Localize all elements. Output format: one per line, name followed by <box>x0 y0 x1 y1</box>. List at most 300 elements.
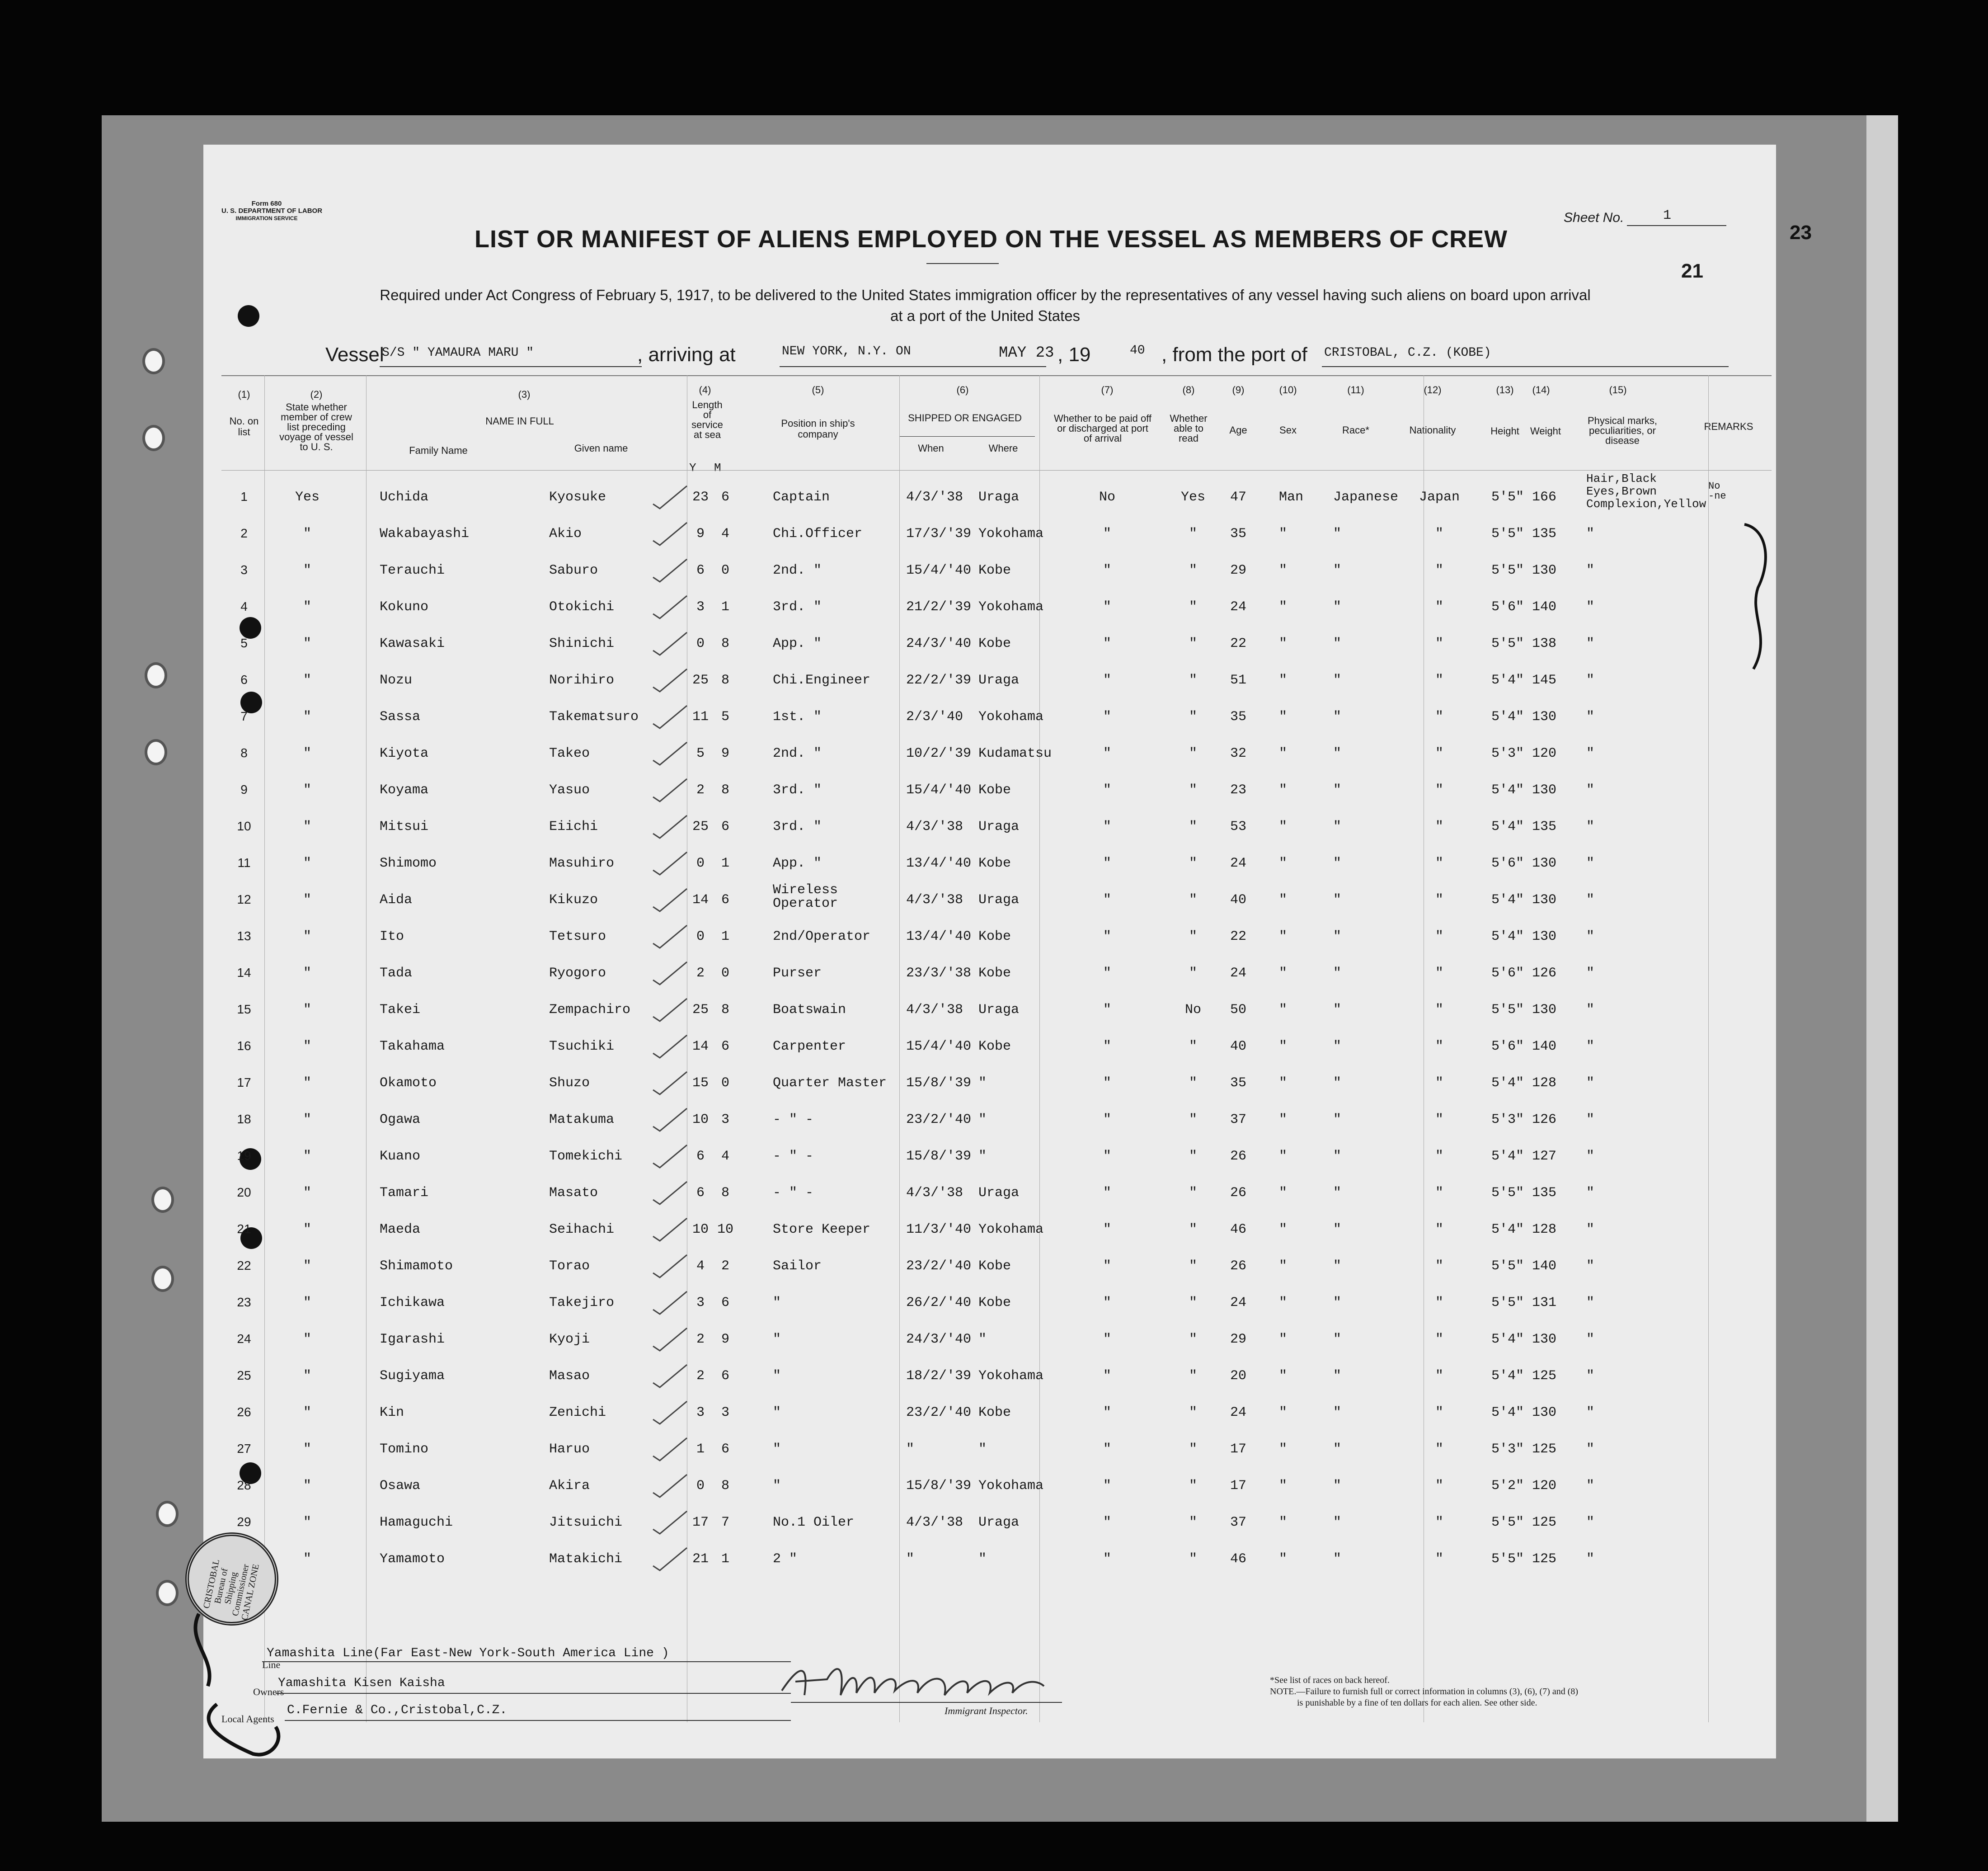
cell-shipped-where: Yokohama <box>978 1222 1044 1237</box>
cell-physical-marks: " <box>1586 746 1595 761</box>
cell-service-months: 1 <box>721 929 729 944</box>
cell-able-to-read: " <box>1189 856 1197 871</box>
cell-age: 37 <box>1230 1515 1246 1530</box>
col-num-4: (4) <box>699 384 711 396</box>
cell-shipped-where: Kobe <box>978 1258 1011 1274</box>
cell-service-months: 8 <box>721 636 729 651</box>
cell-age: 46 <box>1230 1222 1246 1237</box>
cell-service-years: 9 <box>696 526 705 542</box>
cell-position: 3rd. " <box>773 782 822 798</box>
header-name-in-full: NAME IN FULL <box>485 415 554 427</box>
agents-label: Local Agents <box>221 1713 274 1725</box>
cell-previous-voyage: " <box>303 563 311 578</box>
crew-row <box>203 1543 1776 1579</box>
cell-position: Captain <box>773 490 830 505</box>
col-num-15: (15) <box>1609 384 1627 396</box>
cell-shipped-when: 17/3/'39 <box>906 526 972 542</box>
check-mark-icon <box>651 1546 691 1573</box>
cell-given-name: Kyosuke <box>549 490 606 505</box>
binder-hole <box>156 1501 179 1527</box>
arriving-label: , arriving at <box>637 344 736 366</box>
cell-row-number: 2 <box>240 526 248 540</box>
cell-row-number: 24 <box>237 1332 251 1346</box>
crew-row <box>203 1507 1776 1543</box>
cell-shipped-when: 15/4/'40 <box>906 782 972 798</box>
cell-age: 32 <box>1230 746 1246 761</box>
cell-shipped-when: 10/2/'39 <box>906 746 972 761</box>
cell-physical-marks: " <box>1586 1002 1595 1018</box>
cell-given-name: Takeo <box>549 746 590 761</box>
cell-service-years: 14 <box>692 892 709 908</box>
cell-able-to-read: " <box>1189 709 1197 725</box>
cell-weight: 135 <box>1532 819 1557 834</box>
cell-physical-marks: " <box>1586 526 1595 542</box>
cell-weight: 140 <box>1532 1258 1557 1274</box>
cell-service-months: 9 <box>721 1332 729 1347</box>
cell-given-name: Masato <box>549 1185 598 1201</box>
cell-shipped-when: 15/8/'39 <box>906 1149 972 1164</box>
col-num-10: (10) <box>1279 384 1297 396</box>
cell-race: " <box>1333 929 1342 944</box>
cell-service-years: 3 <box>696 599 705 615</box>
cell-family-name: Kin <box>380 1405 404 1420</box>
cell-service-years: 3 <box>696 1405 705 1420</box>
cell-weight: 127 <box>1532 1149 1557 1164</box>
cell-sex: " <box>1279 1442 1288 1457</box>
cell-height: 5'5" <box>1491 563 1524 578</box>
cell-paid-off: " <box>1103 673 1111 688</box>
crew-row <box>203 1360 1776 1396</box>
cell-given-name: Matakichi <box>549 1551 623 1567</box>
cell-able-to-read: " <box>1189 599 1197 615</box>
cell-family-name: Okamoto <box>380 1075 437 1091</box>
cell-height: 5'5" <box>1491 1002 1524 1018</box>
cell-service-years: 1 <box>696 1442 705 1457</box>
cell-previous-voyage: " <box>303 526 311 542</box>
cell-row-number: 9 <box>240 782 248 796</box>
cell-row-number: 14 <box>237 966 251 980</box>
cell-weight: 126 <box>1532 966 1557 981</box>
cell-nationality: " <box>1435 1258 1443 1274</box>
cell-position: Wireless Operator <box>773 882 838 911</box>
cell-family-name: Nozu <box>380 673 413 688</box>
cell-age: 17 <box>1230 1442 1246 1457</box>
binder-hole <box>151 1266 174 1292</box>
arrival-underline <box>780 366 1046 367</box>
cell-given-name: Saburo <box>549 563 598 578</box>
cell-nationality: " <box>1435 1002 1443 1018</box>
cell-given-name: Tsuchiki <box>549 1039 615 1054</box>
cell-shipped-when: 23/2/'40 <box>906 1258 972 1274</box>
crew-row <box>203 1250 1776 1287</box>
cell-height: 5'4" <box>1491 1405 1524 1420</box>
cell-shipped-where: Yokohama <box>978 1478 1044 1494</box>
header-shipped: SHIPPED OR ENGAGED <box>908 412 1022 424</box>
cell-physical-marks: " <box>1586 709 1595 725</box>
cell-paid-off: " <box>1103 746 1111 761</box>
cell-family-name: Kokuno <box>380 599 429 615</box>
cell-shipped-where: Uraga <box>978 819 1020 834</box>
cell-able-to-read: Yes <box>1180 490 1205 505</box>
cell-row-number: 26 <box>237 1405 251 1419</box>
cell-race: " <box>1333 1112 1342 1127</box>
header-months: M <box>714 461 721 475</box>
cell-service-years: 25 <box>692 819 709 834</box>
inspector-signature <box>773 1654 1062 1709</box>
cell-paid-off: " <box>1103 1258 1111 1274</box>
cell-physical-marks: " <box>1586 1368 1595 1384</box>
cell-paid-off: " <box>1103 1478 1111 1494</box>
cell-nationality: " <box>1435 1478 1443 1494</box>
cell-weight: 130 <box>1532 929 1557 944</box>
cell-age: 23 <box>1230 782 1246 798</box>
cell-nationality: " <box>1435 1405 1443 1420</box>
check-mark-icon <box>651 996 691 1023</box>
cell-physical-marks: " <box>1586 1112 1595 1127</box>
cell-shipped-where: Uraga <box>978 892 1020 908</box>
cell-service-years: 2 <box>696 782 705 798</box>
cell-weight: 120 <box>1532 746 1557 761</box>
col-num-2: (2) <box>310 389 323 400</box>
cell-given-name: Akio <box>549 526 582 542</box>
check-mark-icon <box>651 1436 691 1463</box>
crew-row <box>203 1141 1776 1177</box>
binder-hole <box>142 425 165 451</box>
cell-height: 5'5" <box>1491 1515 1524 1530</box>
cell-service-months: 1 <box>721 1551 729 1567</box>
cell-sex: " <box>1279 1222 1288 1237</box>
cell-race: " <box>1333 1295 1342 1310</box>
cell-position: " <box>773 1478 781 1494</box>
from-underline <box>1322 366 1729 367</box>
cell-height: 5'5" <box>1491 1185 1524 1201</box>
cell-row-number: 4 <box>240 599 248 613</box>
header-race: Race* <box>1342 424 1369 436</box>
cell-paid-off: " <box>1103 1515 1111 1530</box>
sheet-underline <box>1627 225 1726 226</box>
cell-family-name: Hamaguchi <box>380 1515 453 1530</box>
cell-row-number: 28 <box>237 1478 251 1492</box>
cell-position: Carpenter <box>773 1039 846 1054</box>
crew-row <box>203 957 1776 994</box>
cell-position: - " - <box>773 1185 814 1201</box>
cell-shipped-where: Uraga <box>978 673 1020 688</box>
cell-race: " <box>1333 1075 1342 1091</box>
cell-position: " <box>773 1442 781 1457</box>
cell-shipped-when: 2/3/'40 <box>906 709 963 725</box>
cell-previous-voyage: " <box>303 966 311 981</box>
cell-sex: " <box>1279 1368 1288 1384</box>
page-number-outer: 23 <box>1790 222 1812 244</box>
cell-height: 5'5" <box>1491 1258 1524 1274</box>
cell-nationality: " <box>1435 1515 1443 1530</box>
cell-age: 50 <box>1230 1002 1246 1018</box>
header-age: Age <box>1229 424 1247 436</box>
cell-shipped-when: 26/2/'40 <box>906 1295 972 1310</box>
cell-nationality: " <box>1435 782 1443 798</box>
cell-position: " <box>773 1405 781 1420</box>
header-weight: Weight <box>1530 425 1561 437</box>
cell-physical-marks: " <box>1586 636 1595 651</box>
binder-hole <box>151 1187 174 1213</box>
cell-sex: Man <box>1279 490 1304 505</box>
punch-hole <box>238 305 259 327</box>
cell-service-months: 2 <box>721 1258 729 1274</box>
cell-weight: 125 <box>1532 1515 1557 1530</box>
cell-family-name: Igarashi <box>380 1332 445 1347</box>
page-title: LIST OR MANIFEST OF ALIENS EMPLOYED ON THE VESSEL AS MEMBERS OF CREW <box>475 226 1508 253</box>
header-length-service: Length of service at sea <box>691 399 723 440</box>
cell-shipped-when: 4/3/'38 <box>906 1515 963 1530</box>
cell-shipped-where: Uraga <box>978 1002 1020 1018</box>
cell-service-years: 10 <box>692 1222 709 1237</box>
cell-shipped-where: Kobe <box>978 636 1011 651</box>
cell-age: 47 <box>1230 490 1246 505</box>
cell-weight: 128 <box>1532 1075 1557 1091</box>
cell-physical-marks: " <box>1586 1039 1595 1054</box>
cell-service-months: 6 <box>721 819 729 834</box>
cell-shipped-where: " <box>978 1442 987 1457</box>
cell-able-to-read: " <box>1189 1295 1197 1310</box>
cell-paid-off: " <box>1103 1112 1111 1127</box>
cell-previous-voyage: " <box>303 1332 311 1347</box>
cell-age: 20 <box>1230 1368 1246 1384</box>
cell-nationality: " <box>1435 1075 1443 1091</box>
cell-race: " <box>1333 673 1342 688</box>
cell-sex: " <box>1279 929 1288 944</box>
cell-service-years: 23 <box>692 490 709 505</box>
cell-height: 5'4" <box>1491 819 1524 834</box>
cell-row-number: 3 <box>240 563 248 577</box>
cell-able-to-read: " <box>1189 1075 1197 1091</box>
page-number-inner: 21 <box>1681 260 1703 282</box>
cell-race: " <box>1333 1039 1342 1054</box>
col-num-8: (8) <box>1182 384 1195 396</box>
cell-family-name: Shimomo <box>380 856 437 871</box>
cell-age: 24 <box>1230 856 1246 871</box>
cell-weight: 135 <box>1532 526 1557 542</box>
cell-family-name: Mitsui <box>380 819 429 834</box>
cell-able-to-read: " <box>1189 929 1197 944</box>
cell-weight: 125 <box>1532 1368 1557 1384</box>
cell-age: 53 <box>1230 819 1246 834</box>
cell-shipped-when: 24/3/'40 <box>906 636 972 651</box>
col-num-6: (6) <box>956 384 969 396</box>
cell-paid-off: " <box>1103 599 1111 615</box>
cell-race: " <box>1333 1368 1342 1384</box>
cell-weight: 140 <box>1532 1039 1557 1054</box>
cell-age: 26 <box>1230 1149 1246 1164</box>
check-mark-icon <box>651 630 691 657</box>
check-mark-icon <box>651 1106 691 1133</box>
cell-age: 40 <box>1230 892 1246 908</box>
header-when: When <box>918 443 944 454</box>
col-num-5: (5) <box>812 384 824 396</box>
cell-race: " <box>1333 709 1342 725</box>
cell-nationality: " <box>1435 673 1443 688</box>
cell-service-months: 0 <box>721 1075 729 1091</box>
note-line1: NOTE.—Failure to furnish full or correct information in columns (3), (6), (7) and (8) <box>1270 1687 1579 1697</box>
cell-height: 5'3" <box>1491 1112 1524 1127</box>
cell-height: 5'6" <box>1491 856 1524 871</box>
cell-nationality: " <box>1435 636 1443 651</box>
cell-service-months: 8 <box>721 1002 729 1018</box>
cell-able-to-read: " <box>1189 1039 1197 1054</box>
owners-underline <box>276 1693 791 1694</box>
cell-position: App. " <box>773 636 822 651</box>
crew-row <box>203 628 1776 664</box>
cell-race: " <box>1333 636 1342 651</box>
arrival-date: MAY 23 <box>999 344 1054 362</box>
cell-able-to-read: " <box>1189 1405 1197 1420</box>
owners-label: Owners <box>253 1686 284 1697</box>
cell-family-name: Sugiyama <box>380 1368 445 1384</box>
cell-paid-off: " <box>1103 892 1111 908</box>
cell-shipped-where: Kobe <box>978 929 1011 944</box>
cell-shipped-when: 23/3/'38 <box>906 966 972 981</box>
cell-physical-marks: " <box>1586 1222 1595 1237</box>
vessel-name: S/S " YAMAURA MARU " <box>382 346 534 360</box>
cell-shipped-when: 15/8/'39 <box>906 1075 972 1091</box>
from-label: , from the port of <box>1161 344 1307 366</box>
cell-nationality: " <box>1435 1039 1443 1054</box>
cell-paid-off: " <box>1103 1295 1111 1310</box>
cell-family-name: Maeda <box>380 1222 421 1237</box>
cell-given-name: Akira <box>549 1478 590 1494</box>
header-no-on-list: No. on list <box>229 415 259 438</box>
cell-service-years: 10 <box>692 1112 709 1127</box>
cell-service-months: 8 <box>721 1478 729 1494</box>
cell-sex: " <box>1279 1258 1288 1274</box>
cell-service-years: 21 <box>692 1551 709 1567</box>
cell-weight: 130 <box>1532 892 1557 908</box>
cell-paid-off: " <box>1103 1368 1111 1384</box>
cell-shipped-where: Kobe <box>978 1039 1011 1054</box>
cell-weight: 166 <box>1532 490 1557 505</box>
cell-position: Quarter Master <box>773 1075 887 1091</box>
check-mark-icon <box>651 594 691 621</box>
cell-service-months: 4 <box>721 526 729 542</box>
cell-height: 5'4" <box>1491 673 1524 688</box>
cell-nationality: " <box>1435 1222 1443 1237</box>
cell-nationality: " <box>1435 746 1443 761</box>
cell-previous-voyage: " <box>303 1405 311 1420</box>
cell-family-name: Yamamoto <box>380 1551 445 1567</box>
cell-physical-marks: " <box>1586 929 1595 944</box>
cell-previous-voyage: " <box>303 1258 311 1274</box>
header-position: Position in ship's company <box>781 418 855 440</box>
cell-row-number: 19 <box>237 1149 251 1163</box>
cell-service-months: 6 <box>721 1039 729 1054</box>
cell-previous-voyage: " <box>303 1039 311 1054</box>
cell-service-months: 3 <box>721 1112 729 1127</box>
shipped-rule <box>899 436 1035 437</box>
crew-row <box>203 701 1776 737</box>
cell-given-name: Tetsuro <box>549 929 606 944</box>
cell-given-name: Matakuma <box>549 1112 615 1127</box>
cell-row-number: 23 <box>237 1295 251 1309</box>
cell-race: " <box>1333 819 1342 834</box>
crew-row <box>203 1470 1776 1506</box>
cell-race: " <box>1333 1551 1342 1567</box>
cell-age: 24 <box>1230 599 1246 615</box>
cell-nationality: " <box>1435 1368 1443 1384</box>
cell-position: Store Keeper <box>773 1222 871 1237</box>
crew-row <box>203 848 1776 884</box>
cell-able-to-read: " <box>1189 1515 1197 1530</box>
page-subtitle <box>271 285 1699 326</box>
cell-previous-voyage: " <box>303 709 311 725</box>
line-value: Yamashita Line(Far East-New York-South America Line ) <box>267 1646 669 1660</box>
cell-weight: 126 <box>1532 1112 1557 1127</box>
cell-paid-off: " <box>1103 819 1111 834</box>
cell-row-number: 21 <box>237 1222 251 1236</box>
check-mark-icon <box>651 520 691 547</box>
cell-race: " <box>1333 1478 1342 1494</box>
binder-hole <box>145 662 167 688</box>
cell-able-to-read: " <box>1189 1442 1197 1457</box>
cell-given-name: Otokichi <box>549 599 615 615</box>
cell-paid-off: " <box>1103 636 1111 651</box>
cell-given-name: Zenichi <box>549 1405 606 1420</box>
cell-paid-off: " <box>1103 1222 1111 1237</box>
cell-race: Japanese <box>1333 490 1399 505</box>
cell-weight: 130 <box>1532 709 1557 725</box>
service-name: IMMIGRATION SERVICE <box>235 215 298 222</box>
cell-family-name: Uchida <box>380 490 429 505</box>
cell-service-months: 6 <box>721 892 729 908</box>
cell-sex: " <box>1279 819 1288 834</box>
cell-physical-marks: " <box>1586 1478 1595 1494</box>
cell-height: 5'5" <box>1491 1551 1524 1567</box>
cell-service-months: 6 <box>721 1295 729 1310</box>
binder-hole <box>142 348 165 374</box>
cell-physical-marks: " <box>1586 1332 1595 1347</box>
header-height: Height <box>1490 425 1519 437</box>
cell-row-number: 22 <box>237 1258 251 1272</box>
cell-position: 3rd. " <box>773 819 822 834</box>
check-mark-icon <box>651 1070 691 1097</box>
cell-paid-off: " <box>1103 966 1111 981</box>
check-mark-icon <box>651 703 691 730</box>
cell-sex: " <box>1279 526 1288 542</box>
cell-family-name: Osawa <box>380 1478 421 1494</box>
cell-race: " <box>1333 856 1342 871</box>
cell-shipped-when: 21/2/'39 <box>906 599 972 615</box>
cell-given-name: Seihachi <box>549 1222 615 1237</box>
cell-shipped-when: 22/2/'39 <box>906 673 972 688</box>
cell-weight: 128 <box>1532 1222 1557 1237</box>
cell-able-to-read: " <box>1189 1258 1197 1274</box>
cell-shipped-where: Kobe <box>978 1295 1011 1310</box>
cell-able-to-read: " <box>1189 746 1197 761</box>
cell-row-number: 8 <box>240 746 248 760</box>
cell-family-name: Aida <box>380 892 413 908</box>
cell-paid-off: " <box>1103 563 1111 578</box>
cell-height: 5'6" <box>1491 1039 1524 1054</box>
cell-age: 40 <box>1230 1039 1246 1054</box>
cell-service-months: 1 <box>721 599 729 615</box>
cell-service-months: 9 <box>721 746 729 761</box>
cell-able-to-read: " <box>1189 636 1197 651</box>
cell-service-years: 2 <box>696 1368 705 1384</box>
cell-age: 35 <box>1230 526 1246 542</box>
cell-family-name: Kawasaki <box>380 636 445 651</box>
cell-service-years: 15 <box>692 1075 709 1091</box>
cell-weight: 125 <box>1532 1551 1557 1567</box>
cell-height: 5'6" <box>1491 599 1524 615</box>
cell-weight: 135 <box>1532 1185 1557 1201</box>
